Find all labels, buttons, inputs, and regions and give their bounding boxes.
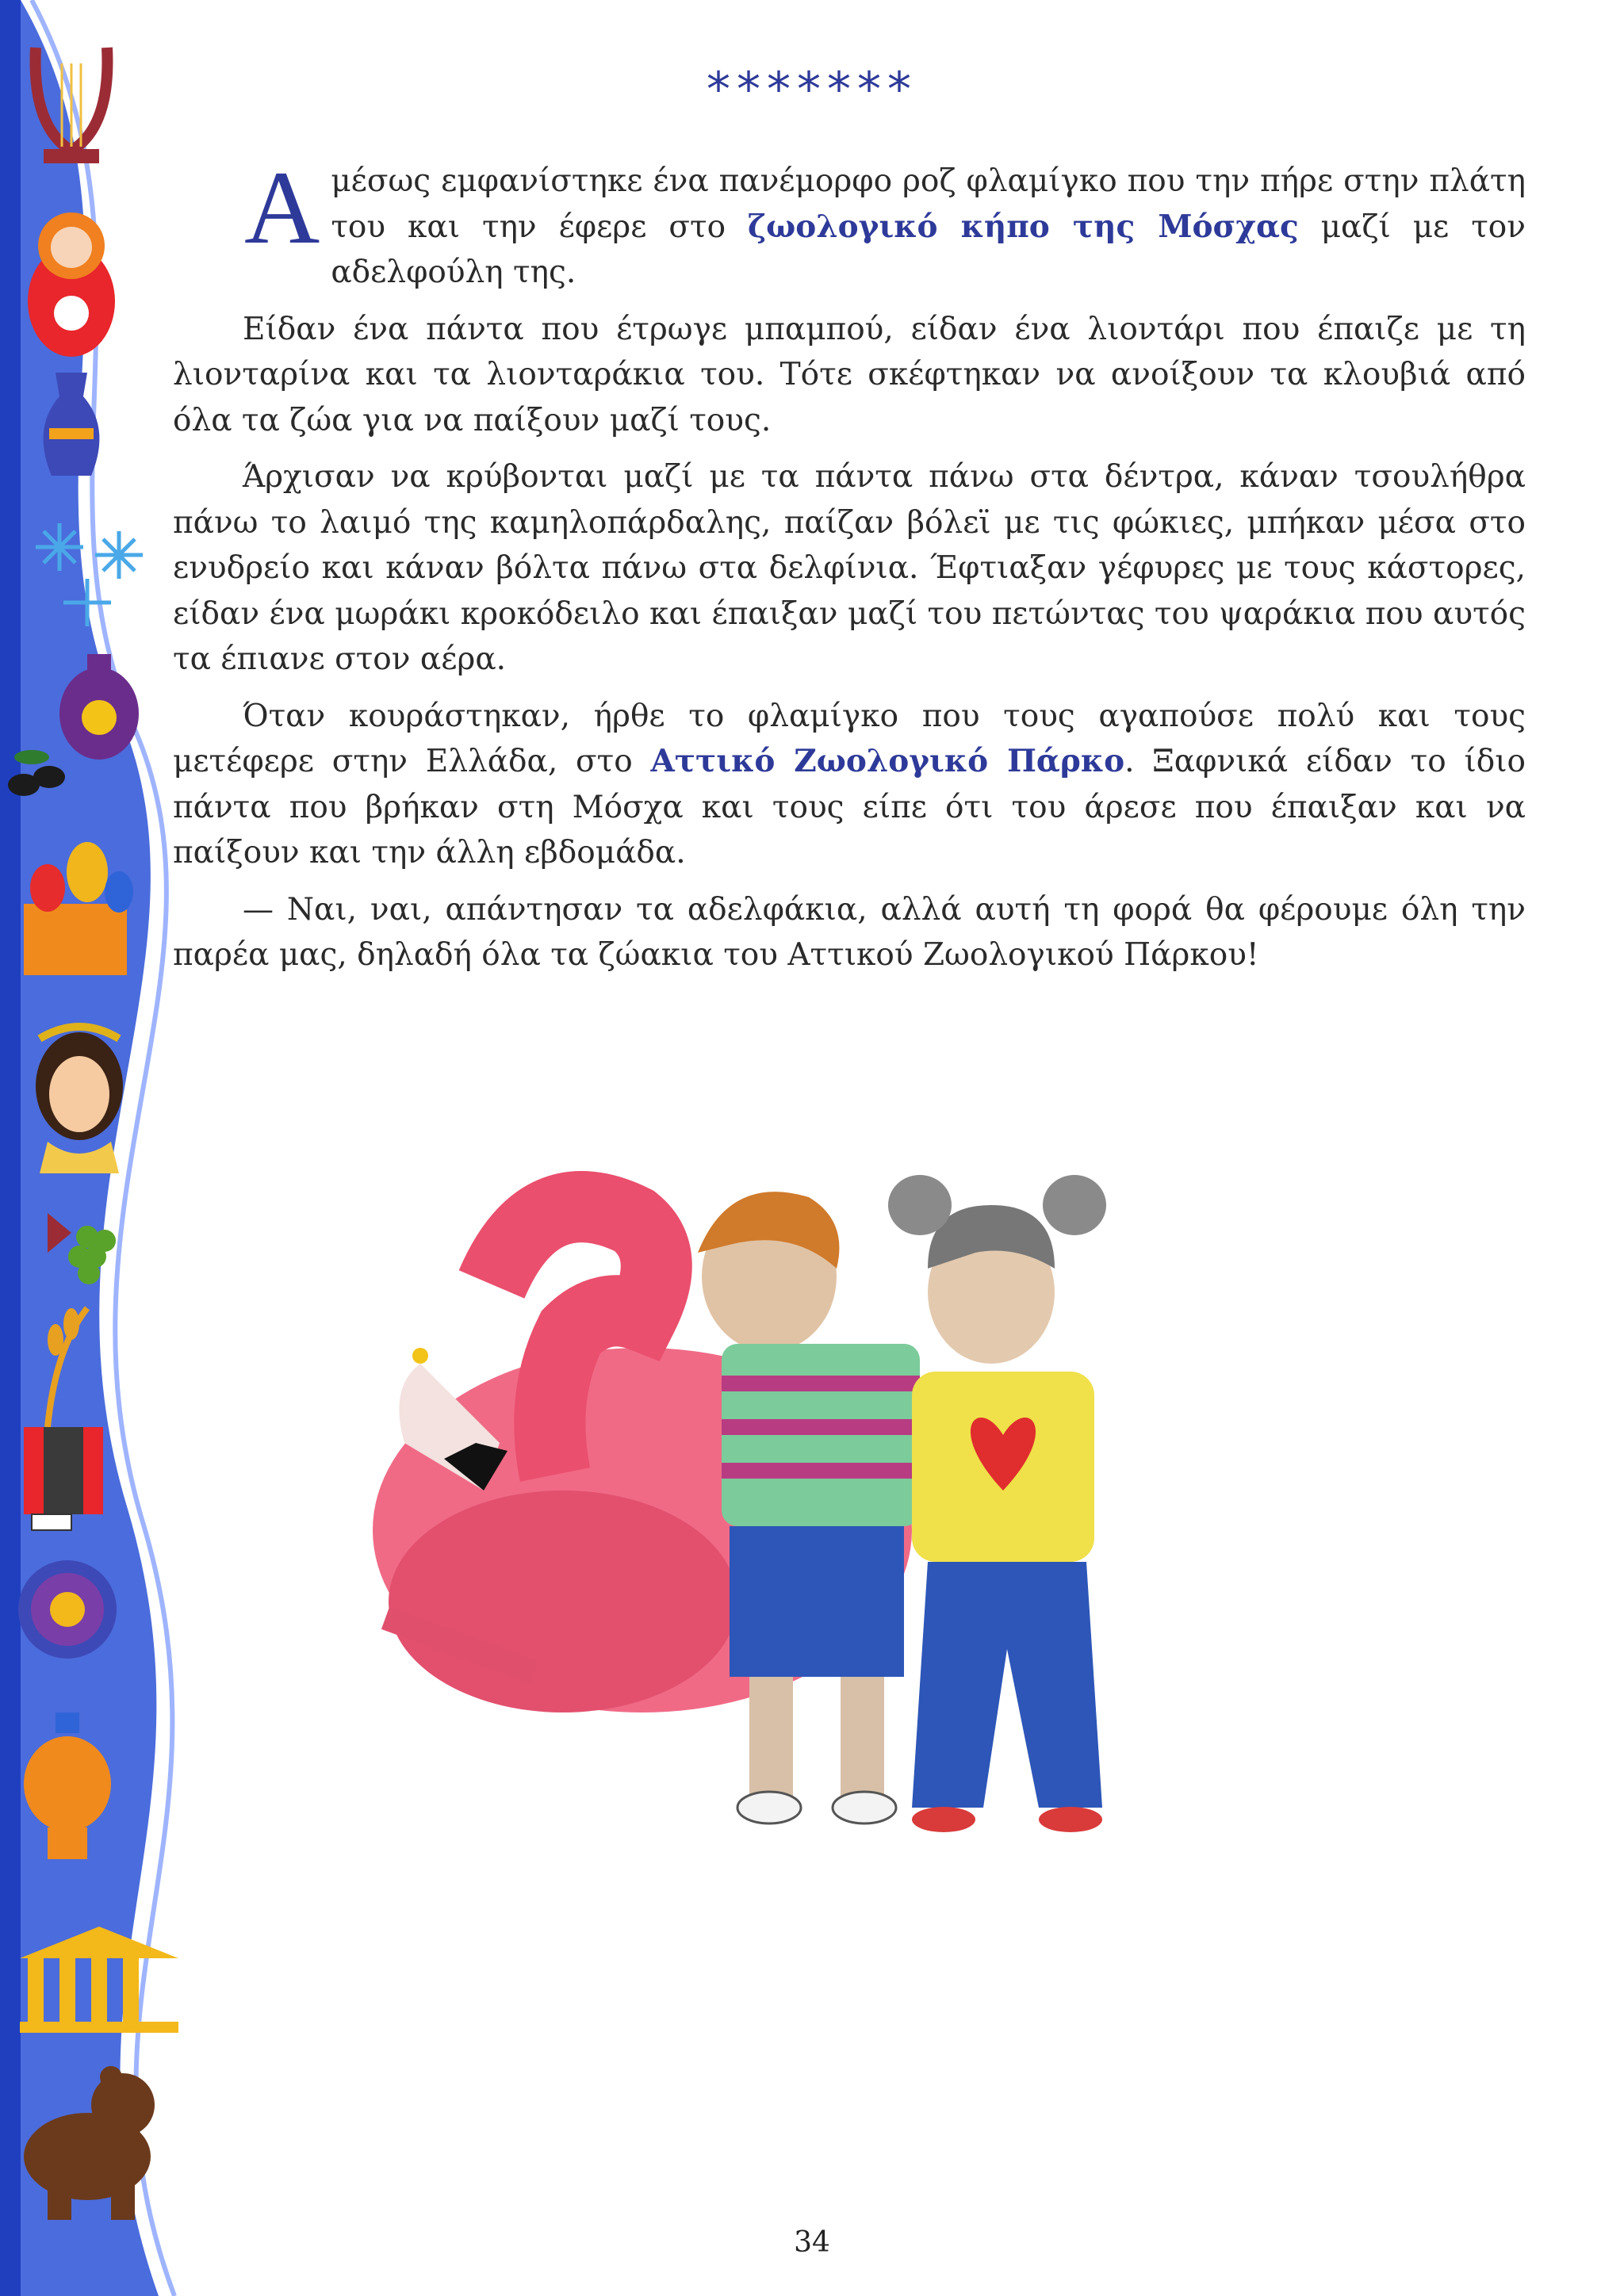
decorative-border: [0, 0, 182, 2296]
boy-drawing: [698, 1192, 920, 1823]
highlight-attica-zoo: Αττικό Ζωολογικό Πάρκο: [650, 743, 1125, 779]
flamingo-children-illustration: [301, 1158, 1189, 1871]
paragraph-3: Άρχισαν να κρύβονται μαζί με τα πάντα πάνω στα δέντρα, κάναν τσουλήθρα πάνω το λαιμό της καμηλοπάρδαλης, παίζαν βόλεϊ με τις φώκιες, μπήκαν μέσα στο ενυδρείο και κάναν βόλτα πάνω στα δελφίνια. Έφτιαξαν γέφυρες με τους κάστορες, είδαν ένα μωράκι κροκόδειλο και έπαιξαν μαζί του πετώντας του ψαράκια που αυτός τα έπιανε στον αέρα.: [173, 459, 1526, 677]
paragraph-4: Όταν κουράστηκαν, ήρθε το φλαμίγκο που τους αγαπούσε πολύ και τους μετέφερε στην Ελλάδα, στο Αττικό Ζωολογικό Πάρκο. Ξαφνικά είδαν το ίδιο πάντα που βρήκαν στη Μόσχα και τους είπε ότι του άρεσε που έπαιξαν και να παίξουν και την άλλη εβδομάδα.: [173, 698, 1526, 871]
paragraph-2: Είδαν ένα πάντα που έτρωγε μπαμπού, είδαν ένα λιοντάρι που έπαιζε με τη λιονταρίνα και τα λιονταράκια του. Τότε σκέφτηκαν να ανοίξουν τα κλουβιά από όλα τα ζώα για να παίξουν μαζί τους.: [173, 311, 1526, 438]
drop-cap: Α: [244, 149, 320, 266]
paragraph-1: Αμέσως εμφανίστηκε ένα πανέμορφο ροζ φλαμίγκο που την πήρε στην πλάτη του και την έφερε στο ζωολογικό κήπο της Μόσχας μαζί με τον αδελφούλη της.: [244, 149, 1526, 290]
page-number: 34: [794, 2226, 830, 2259]
section-separator: *******: [707, 62, 917, 117]
sun-plate-icon: [18, 1560, 117, 1659]
matryoshka-icon: [28, 212, 115, 357]
girl-drawing: [888, 1175, 1106, 1832]
paragraph-5: — Ναι, ναι, απάντησαν τα αδελφάκια, αλλά αυτή τη φορά θα φέρουμε όλη την παρέα μας, δηλαδή όλα τα ζώακια του Αττικού Ζωολογικού Πάρκου!: [173, 891, 1526, 973]
highlight-moscow-zoo: ζωολογικό κήπο της Μόσχας: [748, 208, 1299, 245]
story-text: [173, 149, 1526, 989]
